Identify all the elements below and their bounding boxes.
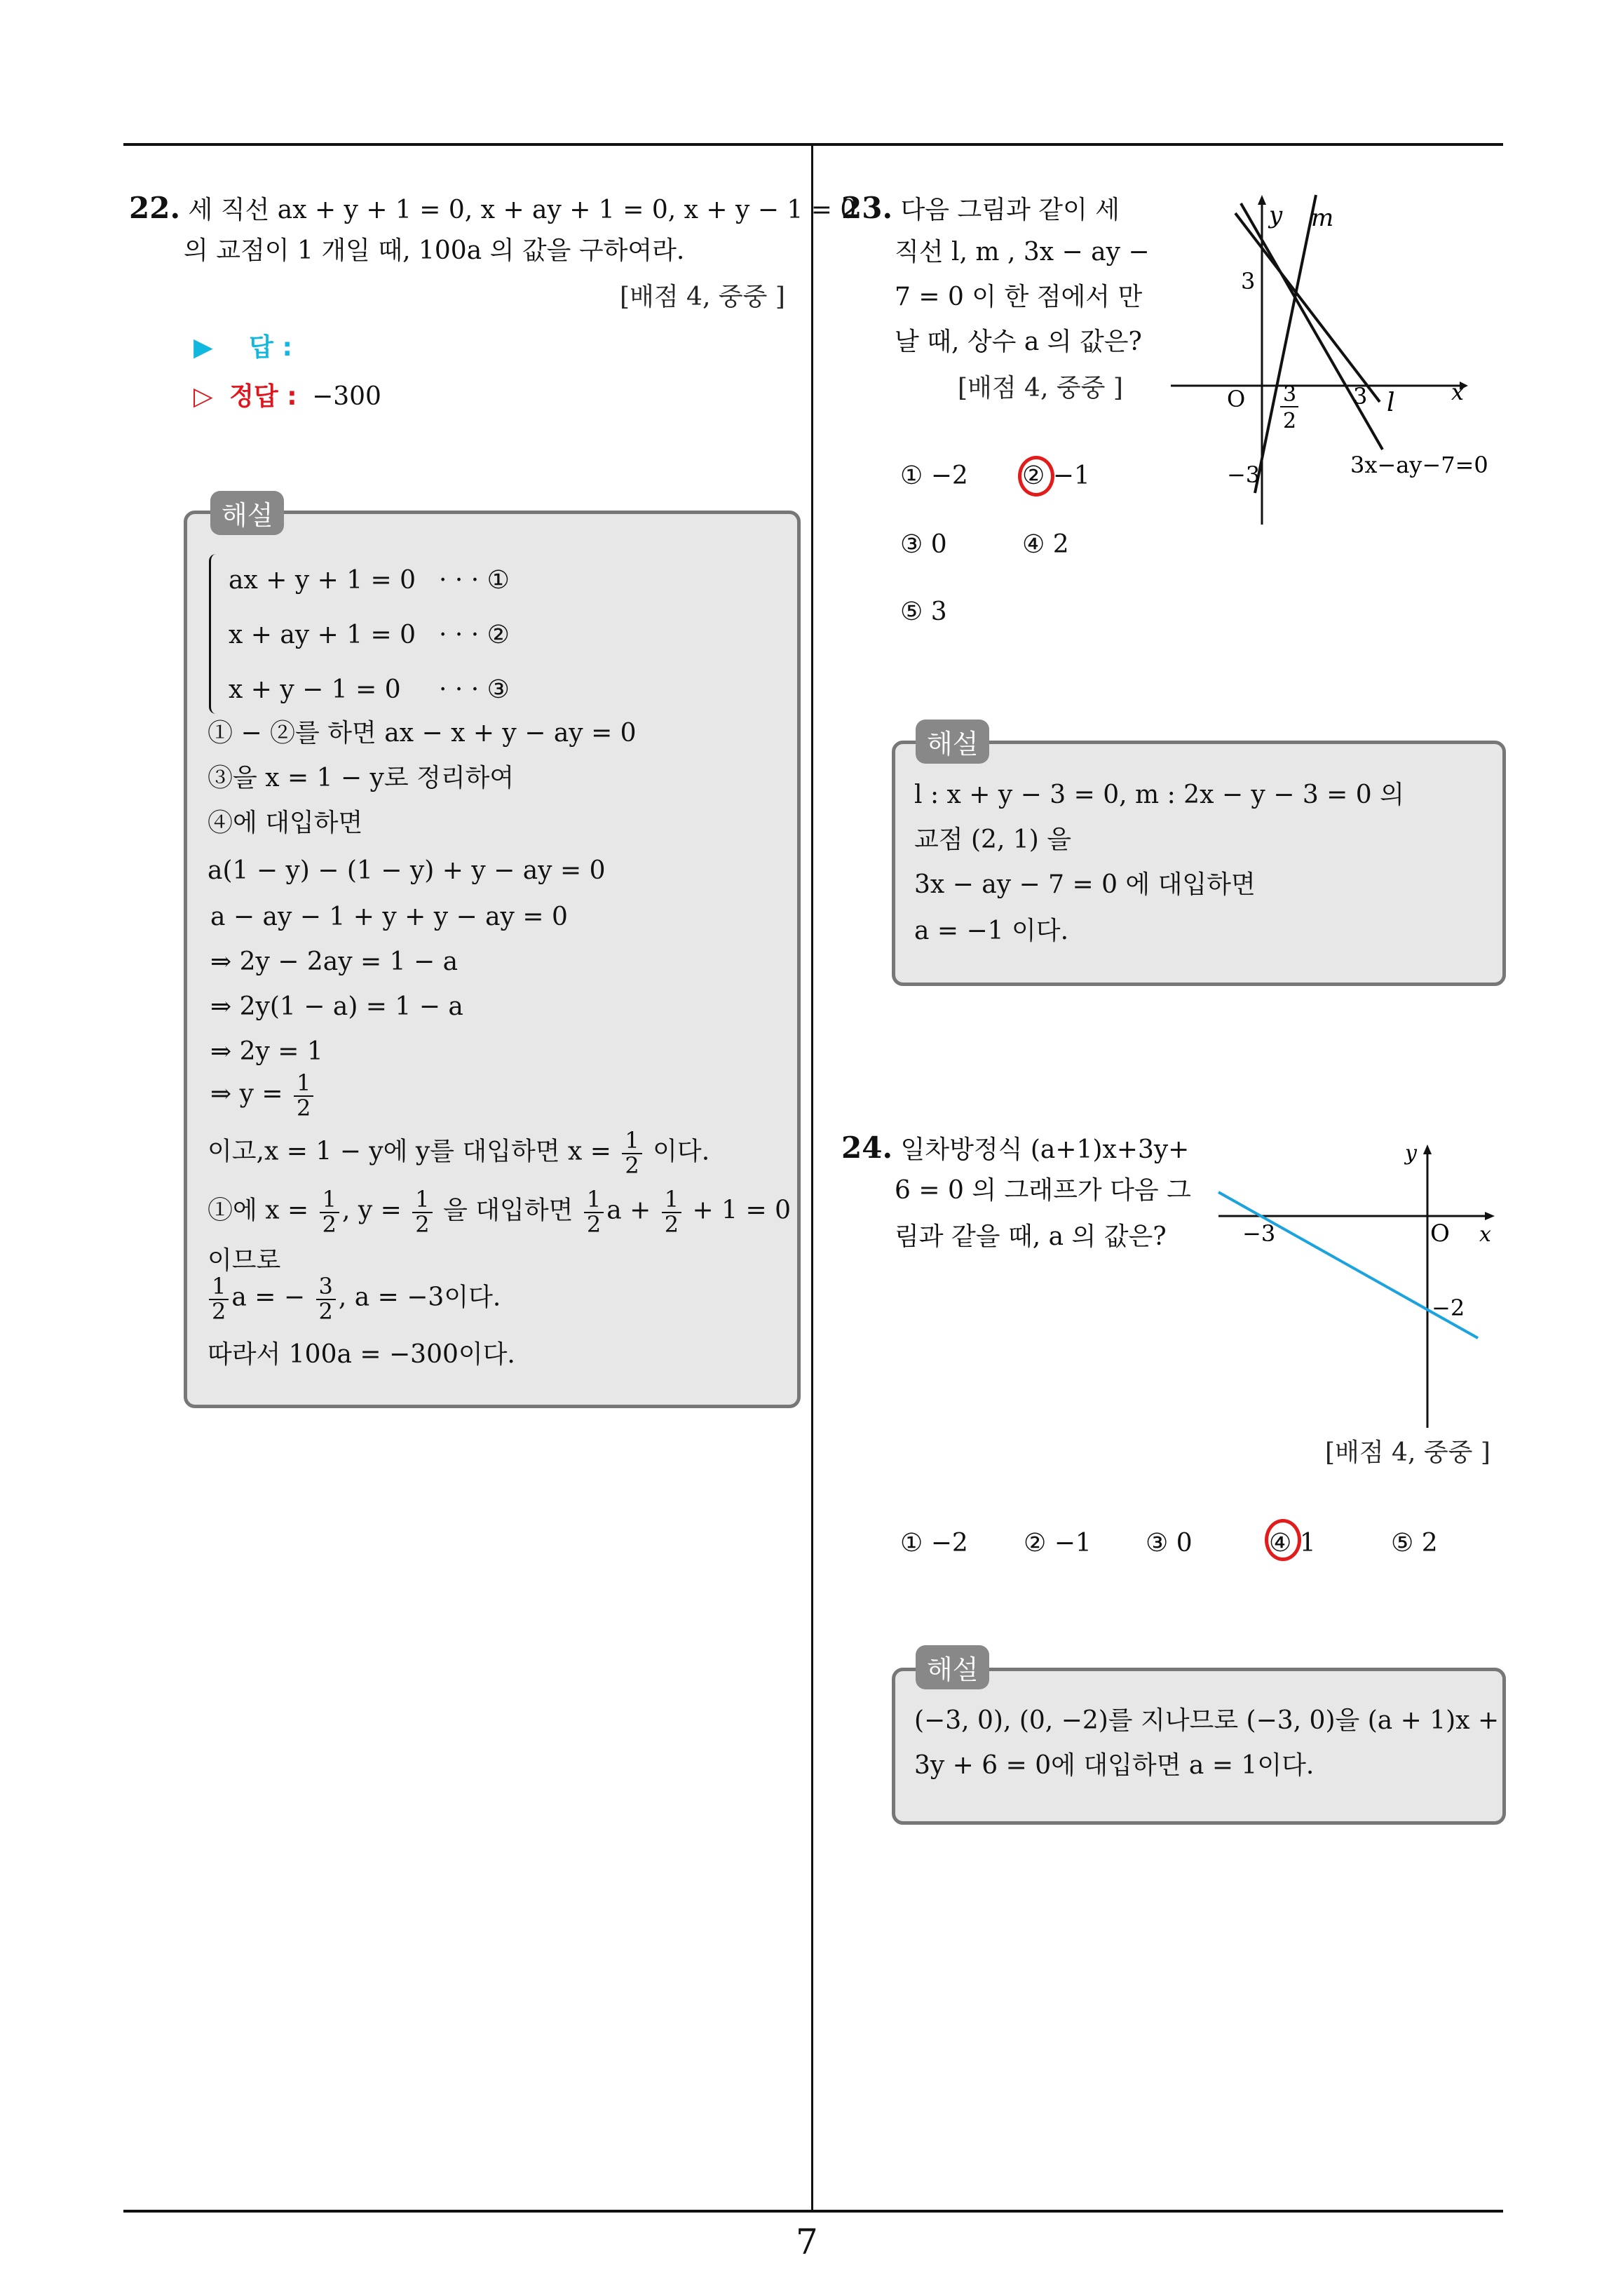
question-23-meta: [배점 4, 중중 ] xyxy=(958,374,1123,403)
column-divider xyxy=(811,144,813,2211)
correct-answer-row xyxy=(193,381,381,412)
question-23-graph xyxy=(1171,188,1507,532)
x-axis-label: x xyxy=(1479,1222,1491,1247)
fraction-three-half xyxy=(316,1275,336,1323)
denominator: 2 xyxy=(318,1297,333,1325)
system-eq-2: x + ay + 1 = 0 xyxy=(229,621,416,649)
line-m-label: m xyxy=(1311,204,1334,232)
q24-choice-2[interactable]: ② −1 xyxy=(1024,1529,1092,1558)
top-rule xyxy=(123,143,1503,146)
q23-choice-1[interactable]: ① −2 xyxy=(900,461,968,490)
question-22-text-2: 의 교점이 1 개일 때, 100a 의 값을 구하여라. xyxy=(184,236,685,265)
x-intercept-neg3-label: −3 xyxy=(1242,1220,1276,1247)
solution-22-step-10 xyxy=(208,1129,709,1177)
q24-choice-4[interactable]: ④ 1 xyxy=(1269,1529,1316,1558)
correct-arrow-icon: ▷ xyxy=(193,382,213,411)
step-10-text-b: 이다. xyxy=(653,1137,710,1166)
question-24-text-3: 림과 같을 때, a 의 값은? xyxy=(895,1222,1167,1251)
correct-answer-value: −300 xyxy=(312,382,381,411)
step-13-text-a: a = − xyxy=(231,1283,306,1312)
step-11-text-b: , y = xyxy=(341,1196,402,1225)
numerator: 1 xyxy=(622,1129,641,1154)
denominator: 2 xyxy=(664,1210,679,1238)
fraction-one-half xyxy=(412,1188,432,1236)
step-11-text-a: ①에 x = xyxy=(208,1196,309,1225)
question-23-text-1: 다음 그림과 같이 세 xyxy=(900,196,1120,224)
question-23-number: 23. xyxy=(841,191,893,225)
question-24-graph xyxy=(1213,1135,1507,1429)
system-eq-3: x + y − 1 = 0 xyxy=(229,675,401,704)
denominator: 2 xyxy=(212,1297,226,1325)
numerator: 1 xyxy=(662,1188,681,1213)
y-intercept-neg2-label: −2 xyxy=(1432,1295,1465,1321)
answer-arrow-icon: ▶ xyxy=(193,333,213,362)
denominator: 2 xyxy=(586,1210,602,1238)
solution-22-step-1: ① − ②를 하면 ax − x + y − ay = 0 xyxy=(208,719,637,748)
denominator: 2 xyxy=(625,1152,639,1179)
fraction-one-half xyxy=(209,1275,229,1323)
question-22-number: 22. xyxy=(129,191,181,225)
solution-tag-23: 해설 xyxy=(916,720,989,764)
system-eq-1: ax + y + 1 = 0 xyxy=(229,566,416,595)
selected-answer-circle xyxy=(1018,456,1054,497)
denominator: 2 xyxy=(297,1094,311,1121)
q23-choice-5[interactable]: ⑤ 3 xyxy=(900,597,947,626)
solution-22-step-13 xyxy=(206,1275,501,1323)
solution-23-line-2: 교점 (2, 1) 을 xyxy=(914,825,1071,854)
solution-22-step-3: ④에 대입하면 xyxy=(208,809,363,837)
step-13-text-b: , a = −3이다. xyxy=(338,1283,501,1312)
question-23-text-4: 날 때, 상수 a 의 값은? xyxy=(895,327,1142,356)
question-24-number: 24. xyxy=(841,1130,893,1165)
y-axis-arrow-icon xyxy=(1423,1144,1432,1154)
fraction-one-half xyxy=(662,1188,681,1236)
solution-23-line-1: l : x + y − 3 = 0, m : 2x − y − 3 = 0 의 xyxy=(914,781,1404,809)
question-23-line1 xyxy=(841,191,1120,226)
numerator: 1 xyxy=(209,1275,229,1300)
solution-22-step-5: a − ay − 1 + y + y − ay = 0 xyxy=(210,903,568,931)
origin-label: O xyxy=(1430,1220,1450,1248)
numerator: 1 xyxy=(412,1188,432,1213)
step-10-text-a: 이고,x = 1 − y에 y를 대입하면 x = xyxy=(208,1137,611,1166)
origin-label: O xyxy=(1227,386,1246,412)
answer-row xyxy=(193,332,292,363)
answer-label: 답 : xyxy=(249,333,292,362)
x-axis-arrow-icon xyxy=(1485,1212,1495,1220)
numerator: 1 xyxy=(294,1072,313,1097)
question-22-meta: [배점 4, 중중 ] xyxy=(620,283,785,311)
x-intercept-frac-numerator: 3 xyxy=(1283,382,1297,407)
question-22-text-1: 세 직선 ax + y + 1 = 0, x + ay + 1 = 0, x + y − 1 = 0 xyxy=(188,196,857,224)
question-24-meta: [배점 4, 중중 ] xyxy=(1325,1438,1490,1467)
system-mark-2: · · · ② xyxy=(439,621,510,649)
solution-22-step-11 xyxy=(208,1188,791,1236)
question-24-text-2: 6 = 0 의 그래프가 다음 그 xyxy=(895,1176,1191,1205)
question-23-text-2: 직선 l, m , 3x − ay − xyxy=(895,238,1150,266)
line-equation-label: 3x−ay−7=0 xyxy=(1350,452,1488,478)
line-m xyxy=(1255,195,1316,493)
denominator: 2 xyxy=(322,1210,337,1238)
q23-choice-2[interactable]: ② −1 xyxy=(1022,461,1090,490)
solution-22-step-9 xyxy=(210,1069,316,1121)
y-axis-arrow-icon xyxy=(1258,195,1266,205)
solution-22-step-12: 이므로 xyxy=(208,1246,281,1275)
solution-22-step-6: ⇒ 2y − 2ay = 1 − a xyxy=(210,947,459,976)
denominator: 2 xyxy=(415,1210,430,1238)
solution-23-line-4: a = −1 이다. xyxy=(914,917,1069,945)
y-intercept-neg3-label: −3 xyxy=(1227,461,1261,488)
question-23-text-3: 7 = 0 이 한 점에서 만 xyxy=(895,283,1143,311)
x-axis-label: x xyxy=(1451,379,1465,405)
solution-tag-24: 해설 xyxy=(916,1645,989,1689)
step-11-text-e: + 1 = 0 xyxy=(692,1196,792,1225)
solution-22-step-4: a(1 − y) − (1 − y) + y − ay = 0 xyxy=(208,856,606,885)
q24-choice-1[interactable]: ① −2 xyxy=(900,1529,968,1558)
q24-choice-5[interactable]: ⑤ 2 xyxy=(1391,1529,1438,1558)
system-mark-1: · · · ① xyxy=(439,566,510,595)
y-intercept-3-label: 3 xyxy=(1241,268,1256,295)
solution-22-step-14: 따라서 100a = −300이다. xyxy=(208,1340,515,1369)
numerator: 3 xyxy=(316,1275,336,1300)
question-24-text-1: 일차방정식 (a+1)x+3y+ xyxy=(900,1135,1190,1164)
q23-choice-3[interactable]: ③ 0 xyxy=(900,530,947,559)
page-number: 7 xyxy=(796,2222,818,2262)
line-l-label: l xyxy=(1387,389,1395,417)
solution-box-24 xyxy=(892,1668,1506,1825)
selected-answer-circle xyxy=(1265,1519,1301,1561)
solution-23-line-3: 3x − ay − 7 = 0 에 대입하면 xyxy=(914,870,1256,899)
step-11-text-d: a + xyxy=(606,1196,651,1225)
bottom-rule xyxy=(123,2210,1503,2213)
question-24-line1 xyxy=(841,1130,1189,1166)
solution-22-step-2: ③을 x = 1 − y로 정리하여 xyxy=(208,764,515,792)
step-11-text-c: 을 대입하면 xyxy=(443,1196,573,1225)
step-9-text: ⇒ y = xyxy=(210,1079,283,1109)
system-mark-3: · · · ③ xyxy=(439,675,510,704)
solution-24-line-2: 3y + 6 = 0에 대입하면 a = 1이다. xyxy=(914,1751,1315,1780)
fraction-one-half xyxy=(622,1129,641,1177)
question-22-line1 xyxy=(129,191,856,226)
y-axis-label: y xyxy=(1405,1141,1417,1166)
numerator: 1 xyxy=(584,1188,604,1213)
numerator: 1 xyxy=(320,1188,339,1213)
y-axis-label: y xyxy=(1269,201,1283,229)
system-brace xyxy=(209,554,219,714)
correct-label: 정답 : xyxy=(229,382,297,411)
q24-choice-3[interactable]: ③ 0 xyxy=(1146,1529,1193,1558)
fraction-one-half xyxy=(584,1188,604,1236)
solution-tag-22: 해설 xyxy=(210,491,284,535)
solution-22-step-8: ⇒ 2y = 1 xyxy=(210,1037,323,1066)
solution-box-23 xyxy=(892,741,1506,986)
x-intercept-frac-denominator: 2 xyxy=(1283,409,1297,433)
x-intercept-3-label: 3 xyxy=(1353,383,1368,410)
solution-24-line-1: (−3, 0), (0, −2)를 지나므로 (−3, 0)을 (a + 1)x + xyxy=(914,1706,1500,1735)
fraction-one-half xyxy=(294,1069,313,1121)
solution-22-step-7: ⇒ 2y(1 − a) = 1 − a xyxy=(210,992,463,1021)
fraction-one-half xyxy=(320,1188,339,1236)
q23-choice-4[interactable]: ④ 2 xyxy=(1022,530,1069,559)
